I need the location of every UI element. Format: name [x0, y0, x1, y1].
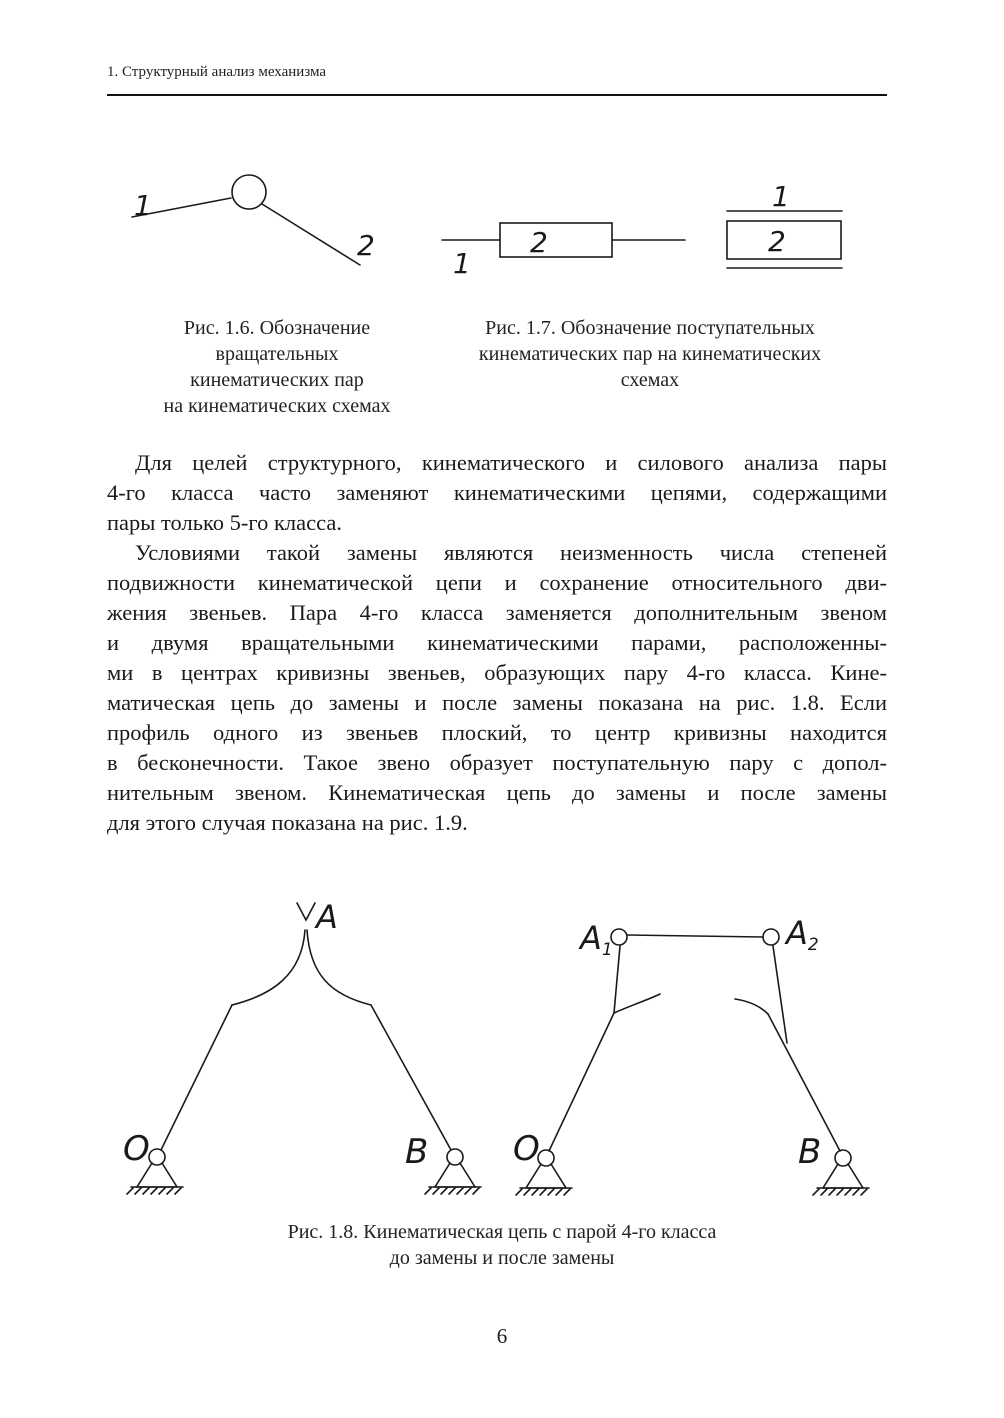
- figure-1-7-diagram: [430, 175, 860, 285]
- point-label-o: O: [513, 1129, 540, 1169]
- paragraph: [107, 448, 887, 538]
- crank-link-oa: [161, 1005, 232, 1150]
- link-label-1: 1: [453, 247, 471, 280]
- revolute-joint-a2: [763, 929, 779, 945]
- paragraph: [107, 538, 887, 838]
- crank-link-oa1: [549, 1013, 614, 1151]
- rocker-curved-profile: [307, 930, 371, 1005]
- additional-link-a1a2: [627, 935, 763, 937]
- text-line: профиль одного из звеньев плоский, то центр кривизны находится: [107, 720, 887, 745]
- point-label-a: A: [316, 898, 338, 936]
- revolute-joint-a1: [611, 929, 627, 945]
- figure-1-7-caption: [430, 315, 870, 393]
- running-header: 1. Структурный анализ механизма: [107, 64, 327, 80]
- text-line: матическая цепь до замены и после замены показана на рис. 1.8. Если: [107, 690, 887, 715]
- caption-line: Рис. 1.6. Обозначение: [183, 317, 371, 339]
- chain-before-replacement: [123, 898, 481, 1194]
- caption-line: на кинематических схемах: [163, 395, 391, 417]
- revolute-joint-circle: [232, 175, 266, 209]
- header-rule: [107, 94, 887, 96]
- point-label-b: B: [798, 1132, 822, 1172]
- rocker-link-ab: [371, 1005, 451, 1150]
- text-line: 4-го класса часто заменяют кинематическими цепями, содержащими: [107, 480, 887, 505]
- text-line: в бесконечности. Такое звено образует поступательную пару с допол-: [107, 750, 887, 775]
- text-line: жения звеньев. Пара 4-го класса заменяется дополнительным звеном: [107, 600, 887, 625]
- ground-support-b-left: [425, 1149, 481, 1194]
- text-line: Для целей структурного, кинематического и силового анализа пары: [135, 450, 887, 475]
- link-2-line: [262, 204, 360, 265]
- caption-line: до замены и после замены: [389, 1247, 615, 1269]
- link-label-2: 2: [530, 226, 548, 259]
- link-label-2: 2: [357, 229, 375, 262]
- chain-after-replacement: [513, 914, 869, 1195]
- link-label-1: 1: [134, 189, 152, 222]
- page-number: 6: [496, 1324, 508, 1348]
- caption-line: вращательных: [215, 343, 339, 365]
- text-line: нительным звеном. Кинематическая цепь до замены и после замены: [107, 780, 887, 805]
- figure-1-6-caption: [112, 315, 442, 419]
- text-line: подвижности кинематической цепи и сохранение относительного дви-: [107, 570, 887, 595]
- text-line: и двумя вращательными кинематическими парами, расположенны-: [107, 630, 887, 655]
- contact-point-cusp: [297, 903, 315, 920]
- link-label-2: 2: [768, 225, 786, 258]
- link-label-1: 1: [772, 180, 790, 213]
- caption-line: Рис. 1.7. Обозначение поступательных: [485, 317, 815, 339]
- slider-block-left: [500, 223, 612, 257]
- caption-line: Рис. 1.8. Кинематическая цепь с парой 4-го класса: [287, 1221, 717, 1243]
- point-label-o: O: [123, 1129, 150, 1169]
- figure-1-6-diagram: [120, 165, 400, 285]
- text-line: пары только 5-го класса.: [107, 510, 342, 535]
- caption-line: схемах: [620, 369, 680, 391]
- text-line: для этого случая показана на рис. 1.9.: [107, 810, 468, 835]
- figure-1-8-caption: [172, 1219, 832, 1271]
- crank-curved-profile: [232, 930, 305, 1005]
- point-label-a2: A2: [786, 914, 819, 955]
- ground-support-b-right: [813, 1150, 869, 1195]
- point-label-a1: A1: [580, 919, 613, 960]
- text-line: ми в центрах кривизны звеньев, образующих пару 4-го класса. Кине-: [107, 660, 887, 685]
- rocker-link-a2b: [768, 1014, 840, 1151]
- crank-curved-profile: [614, 994, 660, 1013]
- rocker-curved-profile: [735, 999, 768, 1014]
- text-line: Условиями такой замены являются неизменность числа степеней: [135, 540, 887, 565]
- caption-line: кинематических пар на кинематических: [478, 343, 822, 365]
- point-label-b: B: [405, 1132, 429, 1172]
- joint-link-a1: [614, 946, 620, 1013]
- caption-line: кинематических пар: [190, 369, 364, 391]
- figure-1-8-diagram: [0, 880, 1004, 1210]
